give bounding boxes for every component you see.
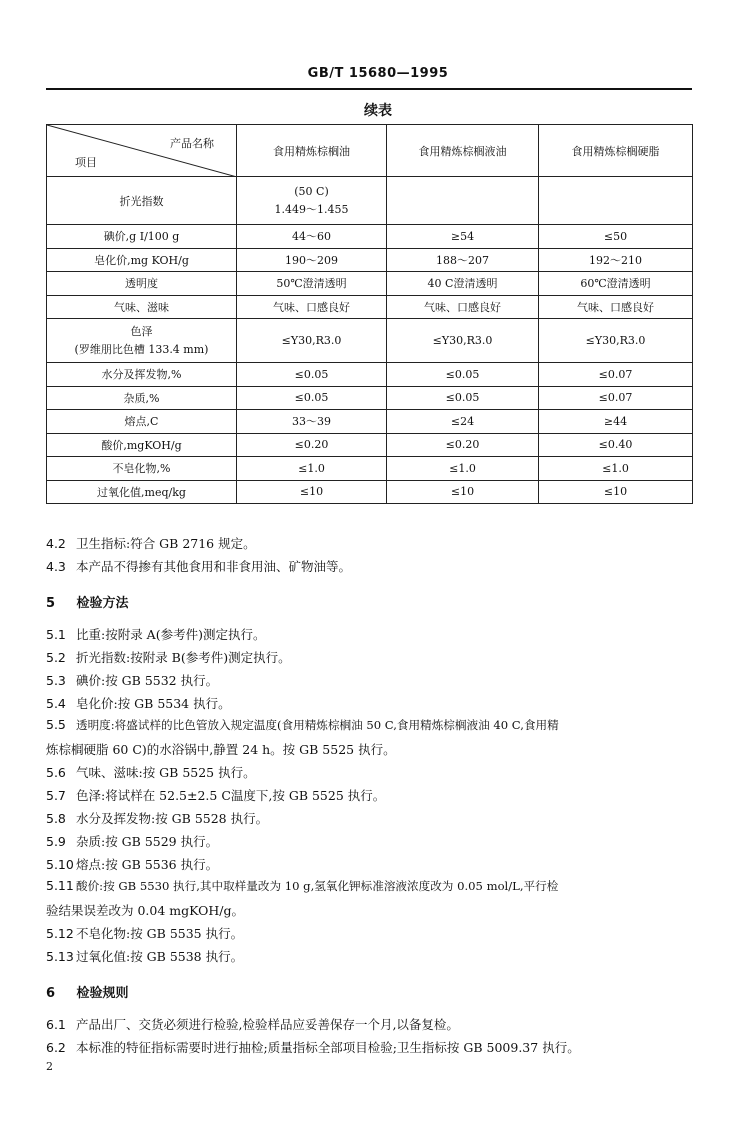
table-cell: ≥54: [387, 225, 539, 249]
clause-text: 本产品不得掺有其他食用和非食用油、矿物油等。: [75, 559, 351, 574]
clause-number: 5.6: [46, 765, 66, 780]
table-cell: 192～210: [539, 248, 693, 272]
clause-6-1: [46, 1015, 696, 1033]
clause-5-5-continued: [46, 740, 696, 758]
clause-5-13: [46, 947, 696, 965]
table-cell: ≤0.40: [539, 433, 693, 457]
row-label: 气味、滋味: [47, 295, 237, 319]
table-cell: ≤24: [387, 410, 539, 434]
row-label: 透明度: [47, 272, 237, 296]
clause-5-1: [46, 625, 696, 643]
section-5-title: [46, 592, 696, 611]
table-cell: ≤0.07: [539, 363, 693, 387]
column-header: 食用精炼棕榈液油: [387, 125, 539, 177]
table-cell: ≤Y30,R3.0: [387, 319, 539, 363]
clause-number: 5.3: [46, 673, 66, 688]
table-cell: 40 C澄清透明: [387, 272, 539, 296]
row-label: 水分及挥发物,%: [47, 363, 237, 387]
table-row: [47, 248, 693, 272]
table-cell: ≤1.0: [387, 457, 539, 481]
clause-number: 5.4: [46, 696, 66, 711]
clause-text: 不皂化物:按 GB 5535 执行。: [75, 926, 244, 941]
cell-line: (50 C): [294, 184, 329, 198]
clause-text: 炼棕榈硬脂 60 C)的水浴锅中,静置 24 h。按 GB 5525 执行。: [46, 742, 396, 757]
clause-6-2: [46, 1038, 696, 1056]
table-cell: ≤Y30,R3.0: [539, 319, 693, 363]
table-cell: [237, 177, 387, 225]
specification-table: [46, 124, 693, 504]
page-number: 2: [46, 1060, 53, 1073]
column-header: 食用精炼棕榈硬脂: [539, 125, 693, 177]
table-cell: ≤0.07: [539, 386, 693, 410]
row-label: 碘价,g I/100 g: [47, 225, 237, 249]
table-row: [47, 457, 693, 481]
table-cell: ≤1.0: [237, 457, 387, 481]
table-cell: 188～207: [387, 248, 539, 272]
clause-text: 本标准的特征指标需要时进行抽检;质量指标全部项目检验;卫生指标按 GB 5009.37 执行。: [75, 1040, 580, 1055]
table-cell: ≥44: [539, 410, 693, 434]
cell-line: 1.449～1.455: [274, 202, 349, 216]
column-header: 食用精炼棕榈油: [237, 125, 387, 177]
clause-number: 5.5: [46, 717, 66, 732]
table-row: [47, 363, 693, 387]
clause-number: 5.11: [46, 878, 74, 893]
clause-5-3: [46, 671, 696, 689]
clause-5-4: [46, 694, 696, 712]
clause-5-11-continued: [46, 901, 696, 919]
table-cell: ≤0.20: [237, 433, 387, 457]
table-cell: ≤10: [387, 480, 539, 504]
clause-text: 色泽:将试样在 52.5±2.5 C温度下,按 GB 5525 执行。: [75, 788, 386, 803]
table-cell: 50℃澄清透明: [237, 272, 387, 296]
table-row: [47, 319, 693, 363]
clause-5-9: [46, 832, 696, 850]
clause-number: 4.3: [46, 559, 66, 574]
clause-number: 5.2: [46, 650, 66, 665]
clause-text: 杂质:按 GB 5529 执行。: [75, 834, 219, 849]
section-6-title: [46, 982, 696, 1001]
table-row: [47, 177, 693, 225]
table-header-row: [47, 125, 693, 177]
table-row: [47, 480, 693, 504]
table-cell: ≤50: [539, 225, 693, 249]
clause-text: 透明度:将盛试样的比色管放入规定温度(食用精炼棕榈油 50 C,食用精炼棕榈液油 40 C,食用精: [75, 718, 559, 732]
clause-number: 5.7: [46, 788, 66, 803]
item-label: 项目: [75, 156, 97, 169]
table-cell: 33～39: [237, 410, 387, 434]
row-label: 熔点,C: [47, 410, 237, 434]
table-cell: ≤1.0: [539, 457, 693, 481]
clause-text: 卫生指标:符合 GB 2716 规定。: [75, 536, 256, 551]
table-cell: [387, 177, 539, 225]
clause-5-8: [46, 809, 696, 827]
table-cell: 44～60: [237, 225, 387, 249]
clause-text: 酸价:按 GB 5530 执行,其中取样量改为 10 g,氢氧化钾标准溶液浓度改为 0.05 mol/L,平行检: [75, 879, 559, 893]
clause-5-10: [46, 855, 696, 873]
clause-text: 验结果误差改为 0.04 mgKOH/g。: [46, 903, 244, 918]
clause-text: 气味、滋味:按 GB 5525 执行。: [75, 765, 256, 780]
section-heading: 检验规则: [76, 986, 129, 1001]
row-label-line: 色泽: [130, 324, 153, 338]
clause-text: 比重:按附录 A(参考件)测定执行。: [75, 627, 266, 642]
clause-number: 5.1: [46, 627, 66, 642]
clause-text: 碘价:按 GB 5532 执行。: [75, 673, 219, 688]
header-rule: [46, 88, 692, 90]
clause-5-12: [46, 924, 696, 942]
table-cell: ≤0.20: [387, 433, 539, 457]
section-heading: 检验方法: [76, 596, 129, 611]
clause-4-2: [46, 534, 696, 552]
clause-5-7: [46, 786, 696, 804]
table-caption: 续表: [364, 103, 392, 119]
table-cell: 气味、口感良好: [387, 295, 539, 319]
clause-number: 6.1: [46, 1017, 66, 1032]
section-number: 5: [46, 596, 56, 611]
clause-4-3: [46, 557, 696, 575]
clause-text: 熔点:按 GB 5536 执行。: [75, 857, 219, 872]
row-label: [47, 319, 237, 363]
product-name-label: 产品名称: [170, 137, 214, 150]
row-label: 酸价,mgKOH/g: [47, 433, 237, 457]
clause-number: 5.10: [46, 857, 74, 872]
table-cell: ≤0.05: [387, 386, 539, 410]
table-row: [47, 386, 693, 410]
table-cell: [539, 177, 693, 225]
table-cell: 气味、口感良好: [539, 295, 693, 319]
clause-number: 5.9: [46, 834, 66, 849]
row-label: 不皂化物,%: [47, 457, 237, 481]
clause-5-6: [46, 763, 696, 781]
table-cell: 60℃澄清透明: [539, 272, 693, 296]
clause-text: 过氧化值:按 GB 5538 执行。: [75, 949, 244, 964]
table-cell: ≤10: [539, 480, 693, 504]
table-cell: ≤0.05: [237, 363, 387, 387]
clause-text: 水分及挥发物:按 GB 5528 执行。: [75, 811, 269, 826]
table-cell: 气味、口感良好: [237, 295, 387, 319]
row-label: 折光指数: [47, 177, 237, 225]
clause-number: 5.12: [46, 926, 74, 941]
table-row: [47, 272, 693, 296]
clause-number: 6.2: [46, 1040, 66, 1055]
table-row: [47, 433, 693, 457]
clause-5-11: [46, 878, 696, 894]
table-cell: ≤10: [237, 480, 387, 504]
table-cell: ≤0.05: [387, 363, 539, 387]
row-label: 杂质,%: [47, 386, 237, 410]
clause-text: 折光指数:按附录 B(参考件)测定执行。: [75, 650, 291, 665]
diagonal-header-cell: [47, 125, 237, 177]
clause-text: 产品出厂、交货必须进行检验,检验样品应妥善保存一个月,以备复检。: [75, 1017, 459, 1032]
standard-number-header: GB/T 15680—1995: [307, 66, 449, 81]
table-row: [47, 410, 693, 434]
section-number: 6: [46, 986, 56, 1001]
clause-5-5: [46, 717, 696, 733]
table-cell: 190～209: [237, 248, 387, 272]
row-label-line: (罗维朋比色槽 133.4 mm): [74, 342, 209, 356]
table-row: [47, 225, 693, 249]
clause-number: 5.8: [46, 811, 66, 826]
clause-number: 5.13: [46, 949, 74, 964]
table-cell: ≤0.05: [237, 386, 387, 410]
table-cell: ≤Y30,R3.0: [237, 319, 387, 363]
clause-number: 4.2: [46, 536, 66, 551]
clause-5-2: [46, 648, 696, 666]
row-label: 皂化价,mg KOH/g: [47, 248, 237, 272]
clause-text: 皂化价:按 GB 5534 执行。: [75, 696, 231, 711]
table-row: [47, 295, 693, 319]
row-label: 过氧化值,meq/kg: [47, 480, 237, 504]
